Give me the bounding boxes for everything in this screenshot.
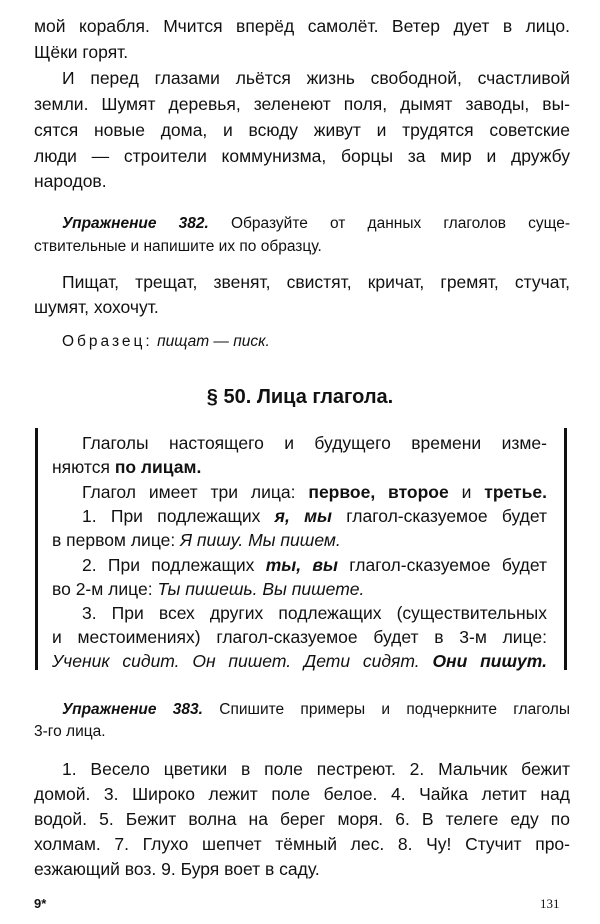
intro-line-2: Щёки горят. (34, 42, 129, 62)
rule-p5-example: Ученик сидит. Он пишет. Дети сидят. (52, 651, 420, 671)
rule-p5-line-2: и местоимениях) глагол-сказуемое будет в 3-м лице: (52, 627, 547, 647)
rule-p3-text-2: глагол-сказуемое будет (346, 506, 548, 526)
rule-p5-example-bold: Они пишут. (432, 651, 547, 671)
rule-p4-text-2: глагол-сказуемое будет (349, 555, 547, 575)
rule-p4-second-person: во 2-м лице: (52, 579, 153, 599)
page-number: 131 (540, 896, 560, 911)
intro-line-4: земли. Шумят деревья, зеленеют поля, дымят заводы, вы- (34, 94, 570, 114)
rule-p5-line-3 (52, 650, 547, 672)
rule-p4-text: 2. При подлежащих (82, 555, 255, 575)
rule-p3-text: 1. При подлежащих (82, 506, 261, 526)
exercise-382-task-text: Образуйте от данных глаголов суще- (230, 215, 570, 232)
exercise-383-line-2: домой. 3. Широко лежит поле белое. 4. Чайка летит над (34, 784, 570, 804)
intro-line-1: мой корабля. Мчится вперёд самолёт. Ветер дует в лицо. (34, 16, 570, 36)
exercise-382-words-line-1: Пищат, трещат, звенят, свистят, кричат, гремят, стучат, (62, 272, 570, 292)
intro-line-6: люди — строители коммунизма, борцы за мир и дружбу (34, 146, 570, 166)
rule-bar-right (564, 428, 567, 670)
rule-p2-first-second: первое, второе (308, 482, 449, 502)
exercise-383-task-line-2: 3-го лица. (34, 723, 106, 740)
exercise-383-task-text: Спишите примеры и подчеркните глаголы (219, 701, 570, 718)
rule-p3-example: Я пишу. Мы пишем. (180, 530, 341, 550)
rule-p4-line-1 (82, 554, 547, 576)
exercise-383-task-line-1 (62, 699, 570, 721)
rule-p3-line-2 (52, 529, 341, 551)
rule-p4-line-2 (52, 578, 364, 600)
exercise-382-label: Упражнение 382. (62, 215, 209, 232)
sample-value: пищат — писк. (157, 333, 270, 350)
intro-line-3: И перед глазами льётся жизнь свободной, счастливой (62, 68, 570, 88)
rule-p3-pronouns: я, мы (274, 506, 332, 526)
rule-p2-and: и (461, 482, 472, 502)
rule-p2-third: третье. (484, 482, 547, 502)
exercise-383-line-5: езжающий воз. 9. Буря воет в саду. (34, 859, 320, 879)
rule-p3-first-person: в первом лице: (52, 530, 176, 550)
exercise-383-line-3: водой. 5. Бежит волна на берег моря. 6. В телеге еду по (34, 809, 570, 829)
exercise-382-words-line-2: шумят, хохочут. (34, 297, 159, 317)
rule-p2-text: Глагол имеет три лица: (82, 482, 296, 502)
rule-p5-line-1: 3. При всех других подлежащих (существительных (82, 603, 547, 623)
rule-p4-pronouns: ты, вы (265, 555, 338, 575)
section-title: § 50. Лица глагола. (206, 386, 394, 408)
rule-p4-example: Ты пишешь. Вы пишете. (157, 579, 365, 599)
rule-p1-line-1: Глаголы настоящего и будущего времени изме- (82, 433, 547, 453)
intro-line-5: сятся новые дома, и всюду живут и трудятся советские (34, 120, 570, 140)
exercise-383-label: Упражнение 383. (62, 701, 203, 718)
exercise-382-task-line-2: ствительные и напишите их по образцу. (34, 238, 322, 255)
footer-signature: 9* (34, 896, 47, 911)
exercise-382-sample (62, 331, 270, 353)
exercise-382-task-line-1 (62, 213, 570, 235)
rule-bar-left (35, 428, 38, 670)
exercise-383-line-1: 1. Весело цветики в поле пестреют. 2. Мальчик бежит (62, 759, 570, 779)
rule-p2 (82, 481, 547, 503)
rule-p1-line-2-text: няются (52, 457, 110, 477)
sample-label: Образец: (62, 333, 153, 350)
intro-line-7: народов. (34, 171, 107, 191)
rule-p1-line-2 (52, 456, 201, 478)
exercise-383-line-4: холмам. 7. Глухо шепчет тёмный лес. 8. Чу! Стучит про- (34, 834, 570, 854)
rule-p3-line-1 (82, 505, 547, 527)
rule-by-persons: по лицам. (114, 457, 202, 477)
